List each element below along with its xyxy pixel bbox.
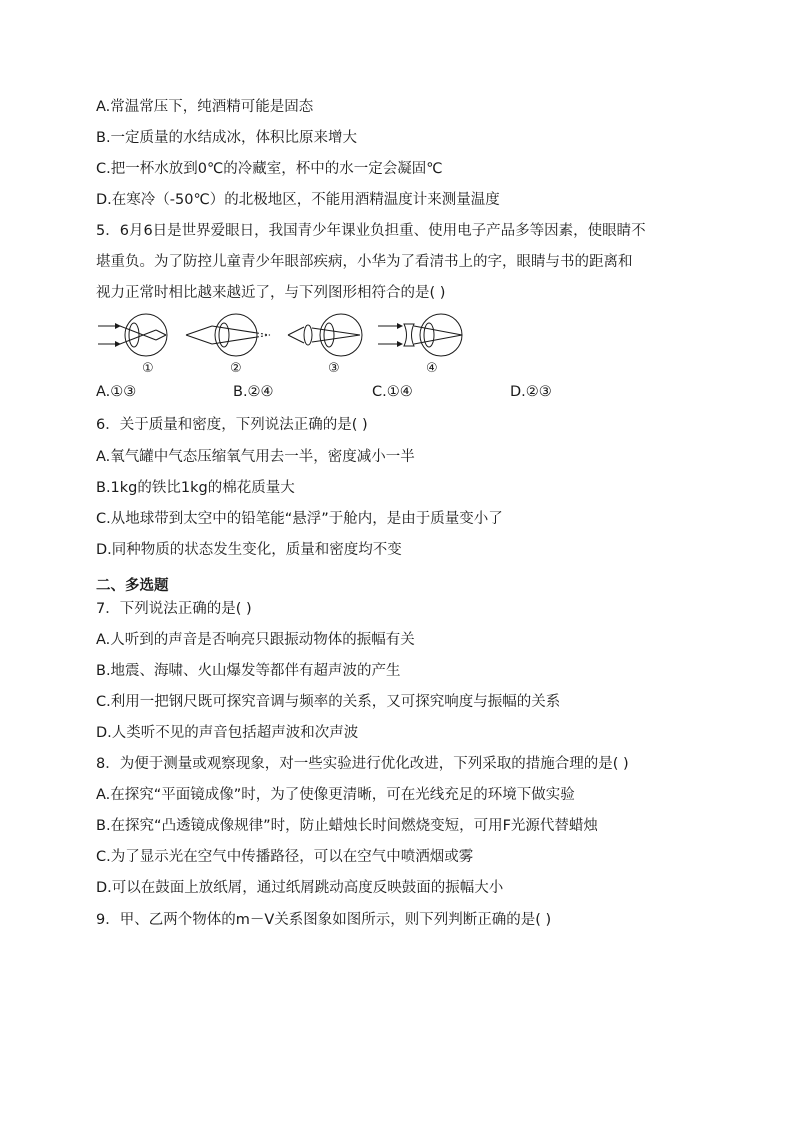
eye-diagrams-svg bbox=[96, 316, 476, 378]
q4-option-d: D.在寒冷（-50℃）的北极地区，不能用酒精温度计来测量温度 bbox=[96, 192, 500, 208]
section-title-multiple-choice: 二、多选题 bbox=[96, 578, 169, 594]
figure-label-1: ① bbox=[142, 361, 154, 376]
q5-option-a: A.①③ bbox=[96, 384, 137, 400]
eye-diagram-4 bbox=[378, 314, 462, 356]
q5-stem-line2: 堪重负。为了防控儿童青少年眼部疾病，小华为了看清书上的字，眼睛与书的距离和 bbox=[96, 254, 633, 270]
q8-option-b: B.在探究“凸透镜成像规律”时，防止蜡烛长时间燃烧变短，可用F光源代替蜡烛 bbox=[96, 818, 598, 834]
q5-option-d: D.②③ bbox=[510, 384, 552, 400]
eye-diagrams bbox=[96, 316, 476, 378]
q5-stem-line1: 5．6月6日是世界爱眼日，我国青少年课业负担重、使用电子产品多等因素，使眼睛不 bbox=[96, 223, 646, 239]
q4-option-a: A.常温常压下，纯酒精可能是固态 bbox=[96, 99, 314, 115]
q6-option-c: C.从地球带到太空中的铅笔能“悬浮”于舱内，是由于质量变小了 bbox=[96, 511, 503, 527]
q8-option-c: C.为了显示光在空气中传播路径，可以在空气中喷洒烟或雾 bbox=[96, 849, 474, 865]
eye-diagram-1 bbox=[98, 314, 167, 356]
q6-option-d: D.同种物质的状态发生变化，质量和密度均不变 bbox=[96, 542, 402, 558]
eye-diagram-2 bbox=[186, 314, 270, 356]
q6-option-b: B.1kg的铁比1kg的棉花质量大 bbox=[96, 480, 295, 496]
figure-label-3: ③ bbox=[328, 361, 340, 376]
q8-option-a: A.在探究“平面镜成像”时，为了使像更清晰，可在光线充足的环境下做实验 bbox=[96, 787, 575, 803]
q4-option-b: B.一定质量的水结成冰，体积比原来增大 bbox=[96, 130, 358, 146]
q8-stem: 8．为便于测量或观察现象，对一些实验进行优化改进，下列采取的措施合理的是( ) bbox=[96, 756, 629, 772]
q4-option-c: C.把一杯水放到0℃的冷藏室，杯中的水一定会凝固℃ bbox=[96, 161, 443, 177]
q7-option-b: B.地震、海啸、火山爆发等都伴有超声波的产生 bbox=[96, 663, 401, 679]
eye-diagram-3 bbox=[288, 314, 362, 356]
q7-option-a: A.人听到的声音是否响亮只跟振动物体的振幅有关 bbox=[96, 632, 415, 648]
figure-label-4: ④ bbox=[426, 361, 438, 376]
q6-stem: 6．关于质量和密度，下列说法正确的是( ) bbox=[96, 417, 368, 433]
figure-label-2: ② bbox=[230, 361, 242, 376]
q6-option-a: A.氧气罐中气态压缩氧气用去一半，密度减小一半 bbox=[96, 449, 415, 465]
q7-option-c: C.利用一把钢尺既可探究音调与频率的关系，又可探究响度与振幅的关系 bbox=[96, 694, 561, 710]
q8-option-d: D.可以在鼓面上放纸屑，通过纸屑跳动高度反映鼓面的振幅大小 bbox=[96, 880, 504, 896]
q9-stem: 9．甲、乙两个物体的m－V关系图象如图所示，则下列判断正确的是( ) bbox=[96, 912, 552, 928]
q5-option-b: B.②④ bbox=[233, 384, 274, 400]
q7-stem: 7．下列说法正确的是( ) bbox=[96, 601, 252, 617]
q7-option-d: D.人类听不见的声音包括超声波和次声波 bbox=[96, 725, 359, 741]
q5-stem-line3: 视力正常时相比越来越近了，与下列图形相符合的是( ) bbox=[96, 285, 446, 301]
q5-option-c: C.①④ bbox=[372, 384, 413, 400]
q5-options bbox=[96, 384, 656, 406]
